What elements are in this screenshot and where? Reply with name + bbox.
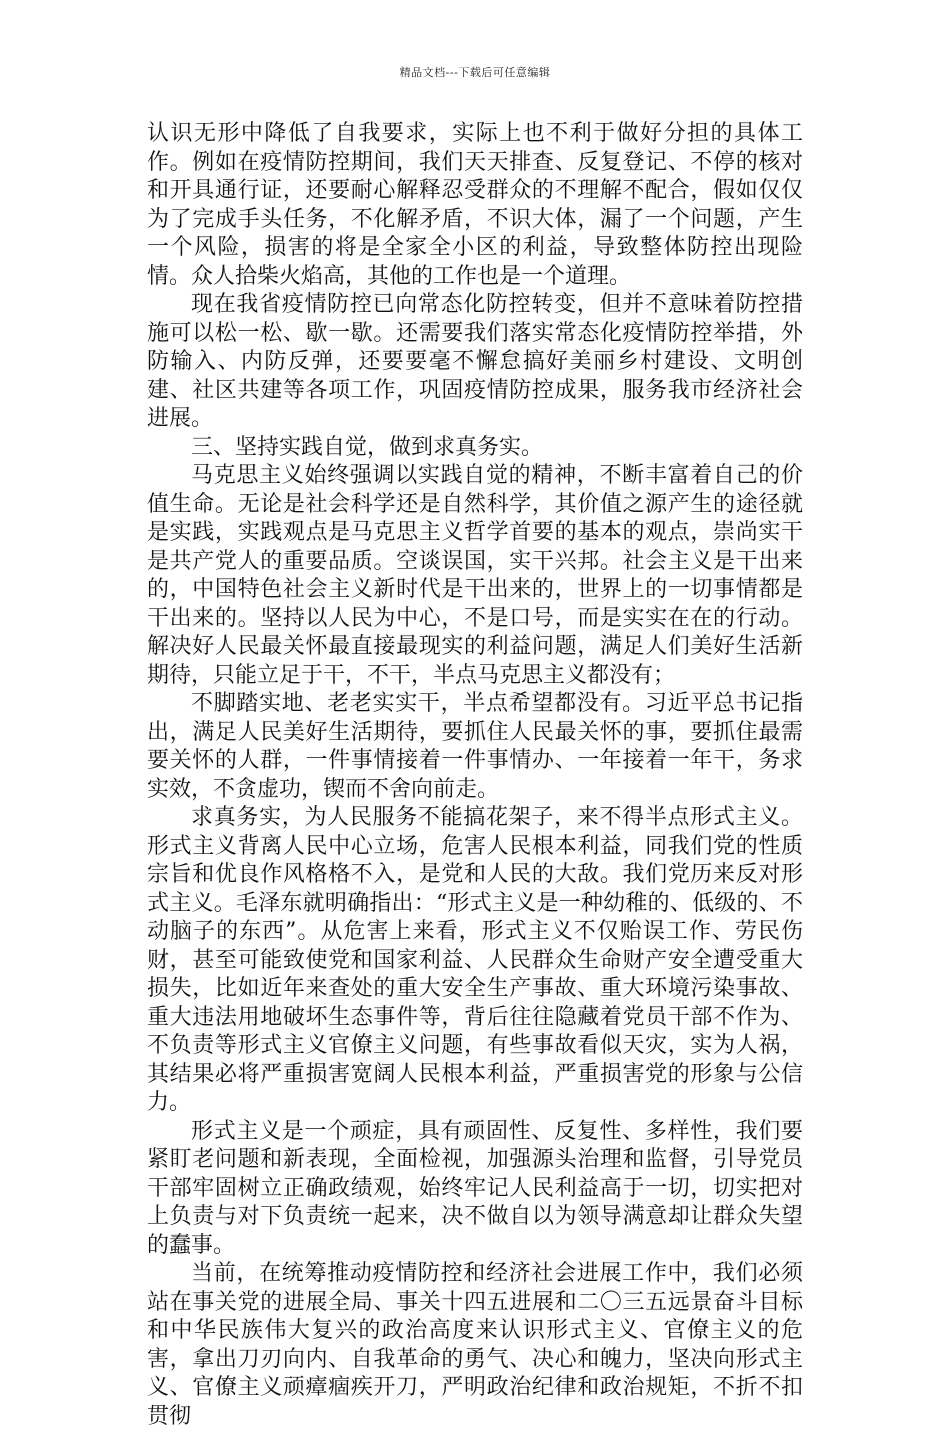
section-heading: 三、坚持实践自觉，做到求真务实。 [191,434,544,460]
paragraph: 认识无形中降低了自我要求，实际上也不利于做好分担的具体工作。例如在疫情防控期间，我们天天排查、反复登记、不停的核对和开具通行证，还要耐心解释忍受群众的不理解不配合，假如仅仅为了完成手头任务，不化解矛盾，不识大体，漏了一个问题，产生一个风险，损害的将是全家全小区的利益，导致整体防控出现险情。众人拾柴火焰高，其他的工作也是一个道理。 [147,121,803,289]
paragraph: 马克思主义始终强调以实践自觉的精神，不断丰富着自己的价值生命。无论是社会科学还是自然科学，其价值之源产生的途径就是实践，实践观点是马克思主义哲学首要的基本的观点，崇尚实干是共产党人的重要品质。空谈误国，实干兴邦。社会主义是干出来的，中国特色社会主义新时代是干出来的，世界上的一切事情都是干出来的。坚持以人民为中心，不是口号，而是实实在在的行动。解决好人民最关怀最直接最现实的利益问题，满足人们美好生活新期待，只能立足于干，不干，半点马克思主义都没有； [147,463,803,688]
paragraph: 求真务实，为人民服务不能搞花架子，来不得半点形式主义。形式主义背离人民中心立场，危害人民根本利益，同我们党的性质宗旨和优良作风格格不入，是党和人民的大敌。我们党历来反对形式主义。毛泽东就明确指出：“形式主义是一种幼稚的、低级的、不动脑子的东西”。从危害上来看，形式主义不仅贻误工作、劳民伤财，甚至可能致使党和国家利益、人民群众生命财产安全遭受重大损失，比如近年来查处的重大安全生产事故、重大环境污染事故、重大违法用地破坏生态事件等，背后往往隐藏着党员干部不作为、不负责等形式主义官僚主义问题，有些事故看似天灾，实为人祸，其结果必将严重损害宽阔人民根本利益，严重损害党的形象与公信力。 [147,805,803,1115]
document-body [147,120,803,1431]
paragraph: 现在我省疫情防控已向常态化防控转变，但并不意味着防控措施可以松一松、歇一歇。还需要我们落实常态化疫情防控举措，外防输入、内防反弹，还要要毫不懈怠搞好美丽乡村建设、文明创建、社区共建等各项工作，巩固疫情防控成果，服务我市经济社会进展。 [147,292,803,431]
paragraph: 当前，在统筹推动疫情防控和经济社会进展工作中，我们必须站在事关党的进展全局、事关十四五进展和二〇三五远景奋斗目标和中华民族伟大复兴的政治高度来认识形式主义、官僚主义的危害，拿出刀刃向内、自我革命的勇气、决心和魄力，坚决向形式主义、官僚主义顽瘴痼疾开刀，严明政治纪律和政治规矩，不折不扣贯彻 [147,1261,803,1429]
paragraph: 不脚踏实地、老老实实干，半点希望都没有。习近平总书记指出，满足人民美好生活期待，要抓住人民最关怀的事，要抓住最需要关怀的人群，一件事情接着一件事情办、一年接着一年干，务求实效，不贪虚功，锲而不舍向前走。 [147,691,803,802]
page-header: 精品文档---下载后可任意编辑 [399,66,551,79]
paragraph: 形式主义是一个顽症，具有顽固性、反复性、多样性，我们要紧盯老问题和新表现，全面检视，加强源头治理和监督，引导党员干部牢固树立正确政绩观，始终牢记人民利益高于一切，切实把对上负责与对下负责统一起来，决不做自以为领导满意却让群众失望的蠢事。 [147,1118,803,1258]
